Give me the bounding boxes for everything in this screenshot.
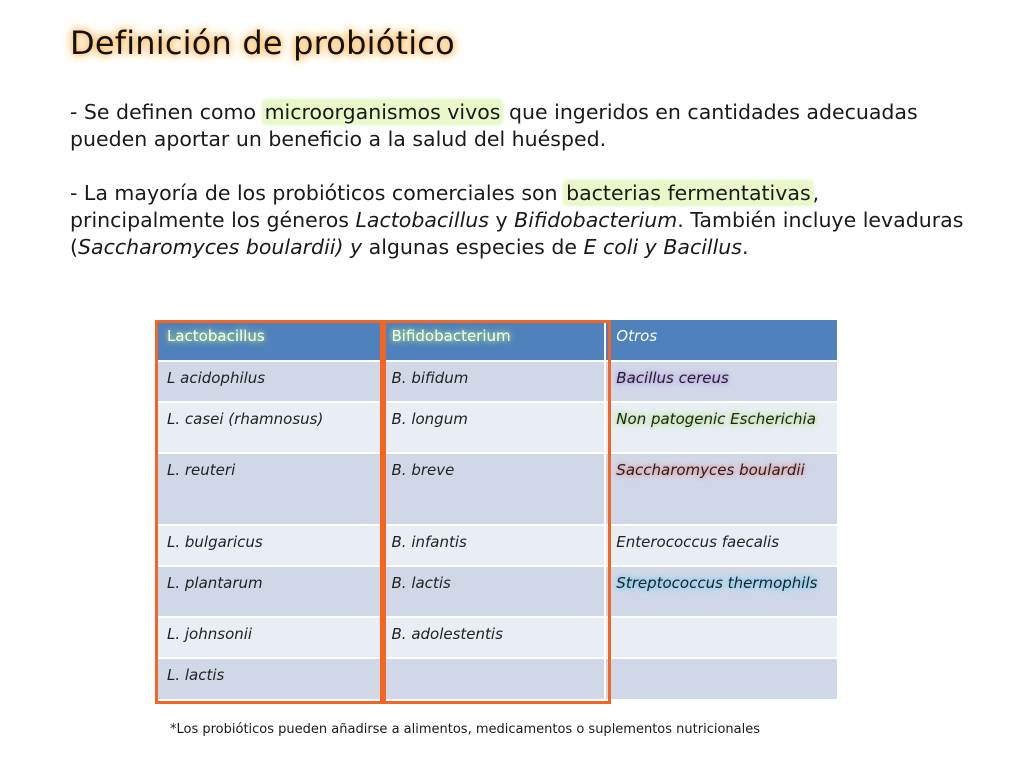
highlight-microorganismos: microorganismos vivos xyxy=(264,100,501,124)
table-cell: B. longum xyxy=(382,403,607,454)
header-lactobacillus: Lactobacillus xyxy=(157,320,382,362)
table-row xyxy=(157,618,839,659)
probiotics-table xyxy=(157,320,839,701)
table-cell: B. infantis xyxy=(382,526,607,567)
table-cell: L. casei (rhamnosus) xyxy=(157,403,382,454)
para2-text-b: , principalmente los géneros xyxy=(70,181,820,232)
table-cell: B. bifidum xyxy=(382,362,607,403)
species-saccharomyces: Saccharomyces boulardii) y xyxy=(78,235,363,259)
footnote: *Los probióticos pueden añadirse a alimentos, medicamentos o suplementos nutricionales xyxy=(170,722,760,737)
header-bifidobacterium: Bifidobacterium xyxy=(382,320,607,362)
para2-text-c: y xyxy=(488,208,515,232)
table-cell: B. breve xyxy=(382,454,607,526)
species-ecoli-bacillus: E coli y Bacillus xyxy=(583,235,742,259)
para2-text-e: algunas especies de xyxy=(362,235,584,259)
table-row xyxy=(157,567,839,618)
table-cell: B. lactis xyxy=(382,567,607,618)
definition-paragraph xyxy=(70,99,970,153)
table-cell: B. adolestentis xyxy=(382,618,607,659)
page-title: Definición de probiótico xyxy=(70,24,455,62)
table-cell: L. reuteri xyxy=(157,454,382,526)
table-cell xyxy=(606,618,839,659)
table-row xyxy=(157,454,839,526)
table-cell: L. plantarum xyxy=(157,567,382,618)
table-row xyxy=(157,659,839,701)
para1-text-a: - Se definen como xyxy=(70,100,263,124)
table-cell xyxy=(606,659,839,701)
highlight-bacterias: bacterias fermentativas xyxy=(566,181,811,205)
table-cell: L. johnsonii xyxy=(157,618,382,659)
table-cell: L. bulgaricus xyxy=(157,526,382,567)
para2-text-a: - La mayoría de los probióticos comerciales son xyxy=(70,181,565,205)
genus-bifidobacterium: Bifidobacterium xyxy=(514,208,678,232)
table-cell: L acidophilus xyxy=(157,362,382,403)
table-cell: Bacillus cereus xyxy=(606,362,839,403)
commercial-paragraph xyxy=(70,180,970,261)
table-row xyxy=(157,403,839,454)
table-cell xyxy=(382,659,607,701)
header-otros: Otros xyxy=(606,320,839,362)
table-row xyxy=(157,526,839,567)
table-row xyxy=(157,362,839,403)
table-cell: L. lactis xyxy=(157,659,382,701)
table-cell: Non patogenic Escherichia xyxy=(606,403,839,454)
table-cell: Saccharomyces boulardii xyxy=(606,454,839,526)
para1-text-b: que ingeridos en cantidades adecuadas pueden aportar un beneficio a la salud del huésped. xyxy=(70,100,918,151)
para2-text-d: . También incluye levaduras ( xyxy=(70,208,964,259)
para2-text-f: . xyxy=(741,235,749,259)
table-cell: Streptococcus thermophils xyxy=(606,567,839,618)
table-cell: Enterococcus faecalis xyxy=(606,526,839,567)
genus-lactobacillus: Lactobacillus xyxy=(355,208,489,232)
table-header-row xyxy=(157,320,839,362)
